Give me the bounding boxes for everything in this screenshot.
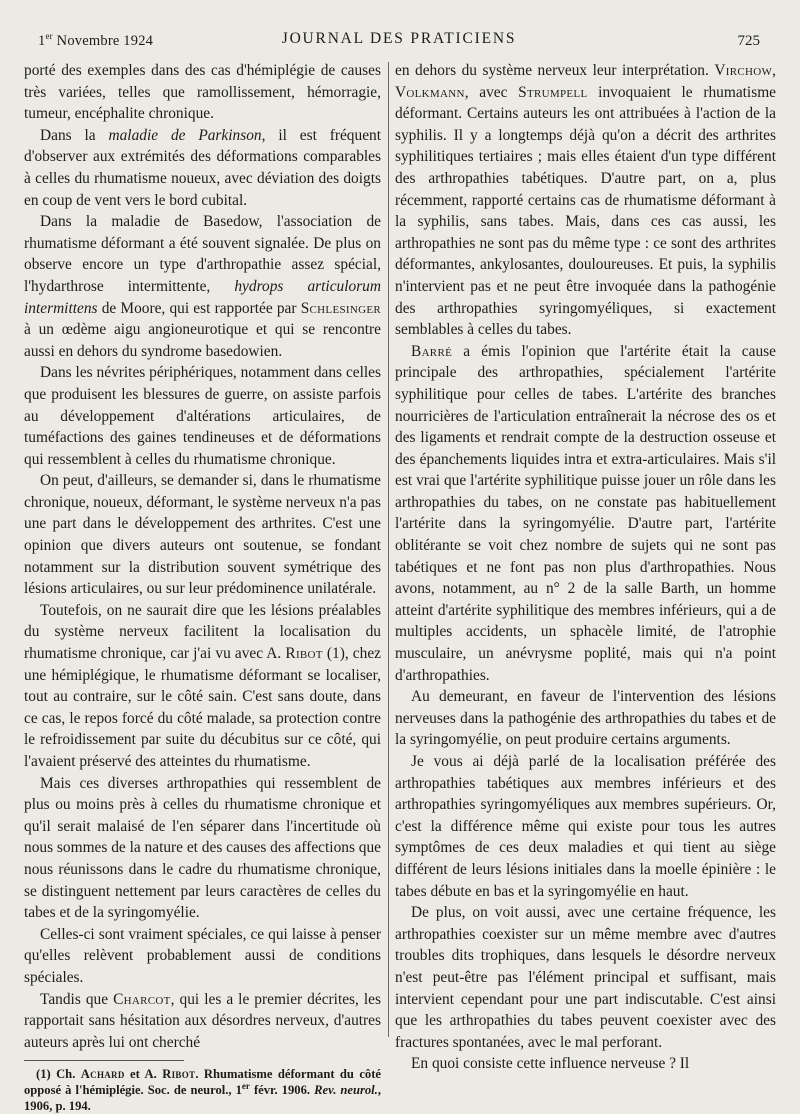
left-column (24, 60, 381, 1114)
footnote-rule (24, 1060, 184, 1061)
page-number: 725 (737, 33, 760, 49)
paragraph: Mais ces diverses arthropathies qui ressemblent de plus ou moins près à celles du rhumatisme chronique et qu'il serait malaisé de l'en séparer dans l'incertitude où nous sommes de la nature et des causes des affections que nous réunissons dans le cadre du rhumatisme chronique, se distinguent nettement par leurs caractères de celles du tabes et de la syringomyélie. (24, 774, 382, 922)
paragraph: Celles-ci sont vraiment spéciales, ce qui laisse à penser qu'elles relèvent probablement aussi de conditions spéciales. (24, 925, 381, 986)
paragraph: en dehors du système nerveux leur interprétation. Virchow, Volkmann, avec Strumpell invoquaient le rhumatisme déformant. Certains auteurs les ont attribuées à l'action de la syphilis. Il y a longtemps déjà qu'on a décrit des arthrites syphilitiques tertiaires ; mais elles étaient d'un type différent des arthropathies tabétiques. D'autre part, on a, plus récemment, rapporté certains cas de rhumatisme déformant à la syphilis, sans tabes. Mais, dans ces cas aussi, les arthropathies ne sont pas du même type : ce sont des arthrites déformantes, ankylosantes, douloureuses. Et puis, la syphilis n'intervient pas et ne peut être invoquée dans la pathogénie des arthropathies syringomyéliques, si exactement semblables à celles du tabes. (395, 62, 776, 339)
paragraph: Dans la maladie de Parkinson, il est fréquent d'observer aux extrémités des déformations comparables à celles du rhumatisme noueux, avec déviation des doigts en coup de vent vers le bord cubital. (24, 126, 381, 209)
right-column (395, 60, 776, 1075)
paragraph: Au demeurant, en faveur de l'intervention des lésions nerveuses dans la pathogénie des arthropathies du tabes et de la syringomyélie, on peut produire certains arguments. (395, 688, 776, 749)
issue-date: 1er Novembre 1924 (38, 31, 154, 49)
text-columns (24, 60, 776, 1114)
paragraph: De plus, on voit aussi, avec une certaine fréquence, les arthropathies coexister sur un même membre avec d'autres troubles dits trophiques, dans lesquels le désordre nerveux n'est peut-être pas l'élément principal et suffisant, mais intervient cependant pour une part indiscutable. C'est ainsi que les arthropathies du tabes peuvent coexister avec des fractures spontanées, avec le mal perforant. (395, 904, 776, 1051)
paragraph: porté des exemples dans des cas d'hémiplégie de causes très variées, telles que ramollissement, hémorragie, tumeur, encéphalite chronique. (24, 62, 381, 123)
paragraph: Tandis que Charcot, qui les a le premier décrites, les rapportait sans hésitation aux désordres nerveux, d'autres auteurs après lui ont cherché (24, 990, 382, 1051)
paragraph: Toutefois, on ne saurait dire que les lésions préalables du système nerveux facilitent la localisation du rhumatisme chronique, car j'ai vu avec A. Ribot (1), chez une hémiplégique, le rhumatisme déformant se localiser, tout au contraire, sur le côté sain. C'est sans doute, dans ce cas, le repos forcé du côté malade, sa protection contre le refroidissement par suite du décubitus sur ce côté, qui l'avaient préservé des atteintes du rhumatisme. (24, 601, 381, 770)
paragraph: On peut, d'ailleurs, se demander si, dans le rhumatisme chronique, noueux, déformant, le système nerveux n'a pas une part dans le développement des arthrites. C'est une opinion que divers auteurs ont soutenue, se fondant notamment sur la distribution souvent symétrique des lésions articulaires, ou sur leur prédominence unilatérale. (24, 472, 381, 598)
paragraph: Barré a émis l'opinion que l'artérite était la cause principale des arthropathies, spécialement l'artérite syphilitique pour celles de tabes. L'artérite des branches nourricières de l'articulation entraînerait la nécrose des os et des ligaments et rendrait compte de la destruction osseuse et des épanchements liquides intra et extra-articulaires. Mais s'il est vrai que l'artérite syphilitique puisse jouer un rôle dans les arthropathies du tabes, on ne constate pas habituellement l'artérite dans la syringomyélie. D'autre part, l'artérite oblitérante se voit chez nombre de sujets qui ne sont pas tabétiques et ne font pas non plus d'arthropathies. Nous avons, notamment, au n° 2 de la salle Barth, un homme atteint d'artérite syphilitique des membres inférieurs, qui a de multiples accidents, un sphacèle limité, de l'atrophie musculaire, un anévrysme poplité, mais qui n'a point d'arthropathies. (395, 342, 776, 684)
paragraph: Dans la maladie de Basedow, l'association de rhumatisme déformant a été souvent signalée. De plus on observe encore un type d'arthropathie assez spécial, l'hydarthrose intermittente, hydrops articulorum intermittens de Moore, qui est rapportée par Schlesinger à un œdème aigu angioneurotique et qui se rencontre aussi en dehors du syndrome basedowien. (24, 213, 381, 360)
paragraph: Dans les névrites périphériques, notamment dans celles que produisent les blessures de guerre, on assiste parfois au développement d'altérations articulaires, de tuméfactions des gaines tendineuses et de déformations qui ressemblent à celles du rhumatisme chronique. (24, 364, 381, 468)
running-header (24, 26, 774, 48)
footnote: (1) Ch. Achard et A. Ribot. Rhumatisme déformant du côté opposé à l'hémiplégie. Soc. de neurol., 1er févr. 1906. Rev. neurol., 1906, p. 194. (24, 1067, 382, 1114)
paragraph: En quoi consiste cette influence nerveuse ? Il (411, 1055, 690, 1073)
journal-title: JOURNAL DES PRATICIENS (281, 30, 517, 47)
paragraph: Je vous ai déjà parlé de la localisation préférée des arthropathies tabétiques aux membres inférieurs et des arthropathies syringomyéliques aux membres supérieurs. Or, c'est la différence même qui existe pour tous les autres symptômes de ces deux maladies et qui tient au siège différent de leurs lésions initiales dans la moelle épinière : le tabes débute en bas et la syringomyélie en haut. (395, 753, 776, 900)
column-divider (388, 62, 389, 1037)
